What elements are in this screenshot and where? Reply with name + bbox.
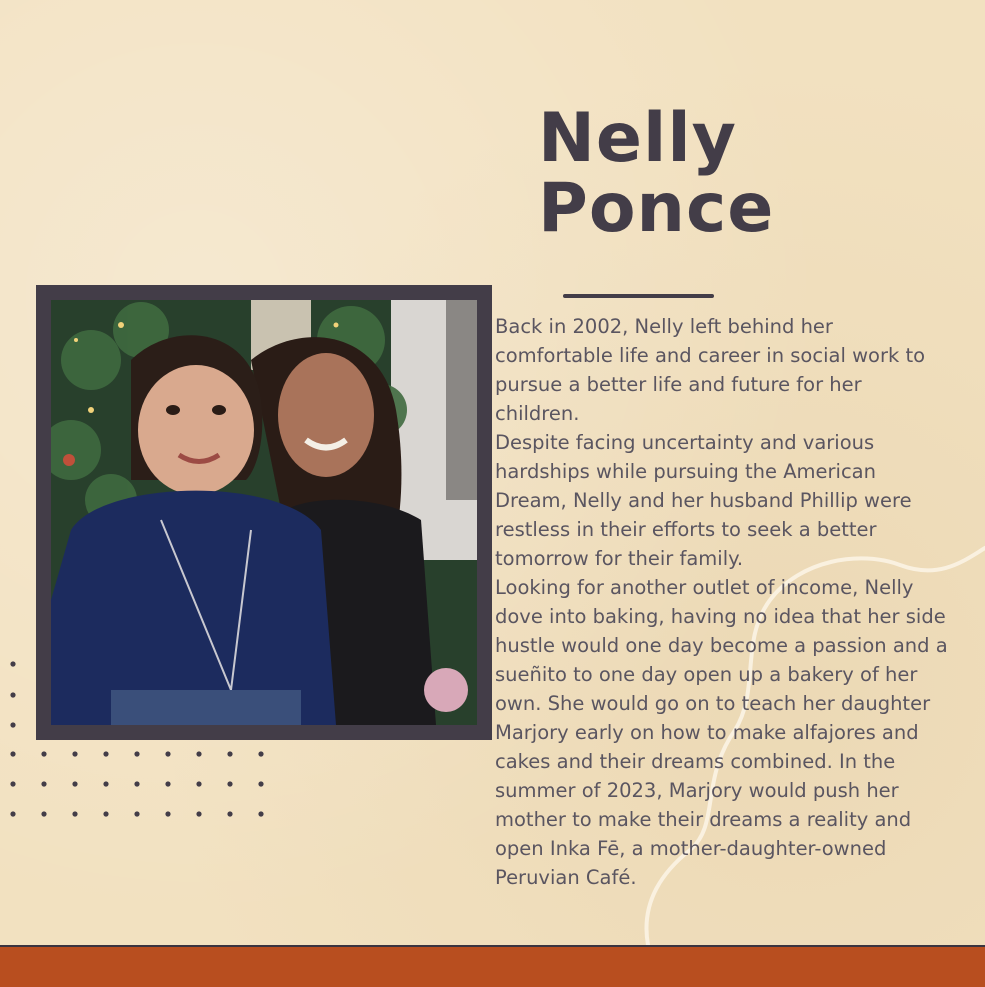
title-first-name: Nelly	[538, 99, 737, 178]
bio-line: open Inka Fē, a mother-daughter-owned	[495, 837, 887, 860]
title-divider	[563, 294, 714, 298]
bio-line: Marjory early on how to make alfajores and	[495, 721, 919, 744]
bio-line: summer of 2023, Marjory would push her	[495, 779, 899, 802]
bio-line: mother to make their dreams a reality and	[495, 808, 912, 831]
bio-line: Despite facing uncertainty and various	[495, 431, 875, 454]
bottom-accent-bar	[0, 945, 985, 987]
bio-line: pursue a better life and future for her	[495, 373, 862, 396]
biography-text	[495, 312, 985, 892]
bio-line: children.	[495, 402, 580, 425]
bio-line: restless in their efforts to seek a better	[495, 518, 877, 541]
bio-line: tomorrow for their family.	[495, 547, 744, 570]
bio-line: hardships while pursuing the American	[495, 460, 876, 483]
bio-line: own. She would go on to teach her daughter	[495, 692, 931, 715]
bio-line: hustle would one day become a passion and a	[495, 634, 948, 657]
bio-line: sueñito to one day open up a bakery of her	[495, 663, 918, 686]
page-title	[538, 99, 775, 248]
bio-line: Dream, Nelly and her husband Phillip were	[495, 489, 912, 512]
bio-line: dove into baking, having no idea that her side	[495, 605, 946, 628]
bio-line: Looking for another outlet of income, Nelly	[495, 576, 914, 599]
bio-line: Back in 2002, Nelly left behind her	[495, 315, 833, 338]
title-last-name: Ponce	[538, 169, 775, 248]
bio-line: cakes and their dreams combined. In the	[495, 750, 896, 773]
bio-line: Peruvian Café.	[495, 866, 637, 889]
decorative-dot-grid	[0, 648, 280, 828]
bio-line: comfortable life and career in social work to	[495, 344, 926, 367]
